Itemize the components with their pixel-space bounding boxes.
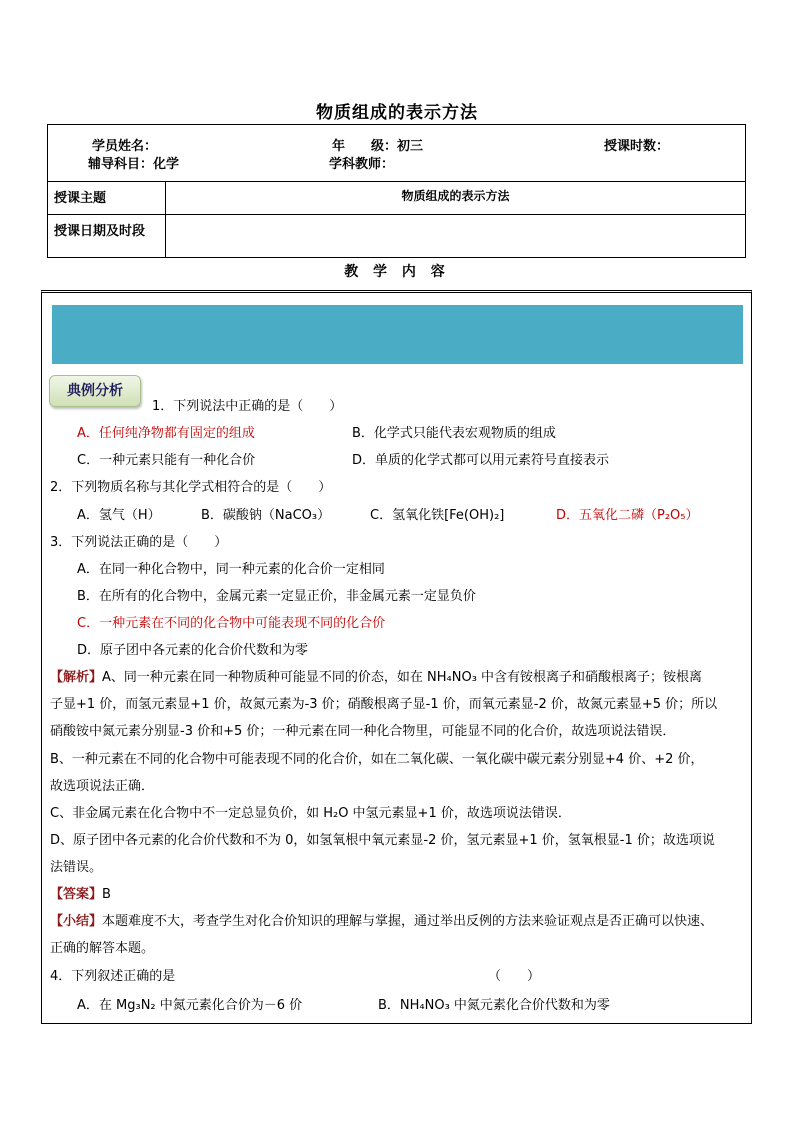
analysis-text-1: A、同一种元素在同一种物质种可能显不同的价态，如在 NH₄NO₃ 中含有铵根离子和硝酸根离子；铵根离: [102, 670, 703, 685]
q3-option-c: C．一种元素在不同的化合物中可能表现不同的化合价: [77, 616, 386, 631]
student-name-label: 学员姓名：: [92, 139, 158, 154]
q2-option-c: C．氢氧化铁[Fe(OH)₂]: [370, 508, 505, 523]
answer-line: [50, 887, 111, 903]
q1-option-c: C．一种元素只能有一种化合价: [77, 453, 256, 468]
q1-option-d: D．单质的化学式都可以用元素符号直接表示: [352, 453, 610, 468]
analysis-line-4: B、一种元素在不同的化合物中可能表现不同的化合价，如在二氧化碳、一氧化碳中碳元素分别显+4 价、+2 价，: [50, 752, 704, 767]
content-heading: 教 学 内 容: [344, 264, 450, 280]
q2-option-a: A．氢气（H）: [77, 508, 161, 523]
analysis-line-8: 法错误。: [50, 860, 103, 875]
example-analysis-tab: 典例分析: [49, 375, 141, 407]
analysis-tag: 【解析】: [50, 670, 103, 685]
date-value: [166, 214, 745, 220]
topic-value: 物质组成的表示方法: [401, 189, 510, 203]
analysis-line-2: 子显+1 价，而氢元素显+1 价，故氮元素为-3 价；硝酸根离子显-1 价，而氧元素显-2 价，故氮元素显+5 价；所以: [50, 697, 718, 712]
q3-option-b: B．在所有的化合物中，金属元素一定显正价，非金属元素一定显负价: [77, 589, 476, 604]
page-title: 物质组成的表示方法: [316, 103, 478, 123]
subject-label: 辅导科目：化学: [88, 157, 180, 172]
grade-label: 年 级：初三: [332, 139, 424, 154]
q4-stem: 4．下列叙述正确的是: [50, 969, 176, 984]
q4-option-a: A．在 Mg₃N₂ 中氮元素化合价为－6 价: [77, 998, 303, 1013]
teacher-label: 学科教师：: [329, 157, 395, 172]
q3-option-a: A．在同一种化合物中，同一种元素的化合价一定相同: [77, 562, 385, 577]
q3-option-d: D．原子团中各元素的化合价代数和为零: [77, 643, 309, 658]
analysis-line-6: C、非金属元素在化合物中不一定总显负价，如 H₂O 中氢元素显+1 价，故选项说法错误．: [50, 806, 571, 821]
q2-option-d: D．五氧化二磷（P₂O₅）: [556, 508, 699, 523]
answer-value: B: [102, 887, 111, 902]
summary-line-2: 正确的解答本题。: [50, 941, 155, 956]
analysis-line-1: [50, 670, 702, 686]
q1-stem: 1．下列说法中正确的是（ ）: [152, 399, 343, 414]
topic-row: [48, 181, 745, 215]
q1-option-a: A．任何纯净物都有固定的组成: [77, 426, 255, 441]
summary-line-1: [50, 914, 713, 930]
lesson-hours-label: 授课时数：: [604, 139, 670, 154]
lesson-info-table: [47, 124, 746, 258]
date-row: [48, 214, 745, 257]
banner: [52, 305, 743, 364]
summary-text-1: 本题难度不大，考查学生对化合价知识的理解与掌握，通过举出反例的方法来验证观点是否正确可以快速、: [102, 914, 714, 929]
lesson-info-row: [48, 125, 745, 182]
answer-tag: 【答案】: [50, 887, 103, 902]
q4-answer-paren: （ ）: [488, 969, 541, 984]
q4-option-b: B．NH₄NO₃ 中氮元素化合价代数和为零: [378, 998, 610, 1013]
date-label: 授课日期及时段: [48, 214, 166, 257]
summary-tag: 【小结】: [50, 914, 103, 929]
analysis-line-7: D、原子团中各元素的化合价代数和不为 0，如氢氧根中氧元素显-2 价，氢元素显+1 价，氢氧根显-1 价；故选项说: [50, 833, 715, 848]
q3-stem: 3．下列说法正确的是（ ）: [50, 535, 228, 550]
q1-option-b: B．化学式只能代表宏观物质的组成: [352, 426, 556, 441]
topic-label: 授课主题: [48, 181, 166, 214]
analysis-line-3: 硝酸铵中氮元素分别显-3 价和+5 价；一种元素在同一种化合物里，可能显不同的化合价，故选项说法错误．: [50, 724, 676, 739]
q2-stem: 2．下列物质名称与其化学式相符合的是（ ）: [50, 480, 332, 495]
analysis-line-5: 故选项说法正确．: [50, 779, 155, 794]
q2-option-b: B．碳酸钠（NaCO₃）: [201, 508, 331, 523]
